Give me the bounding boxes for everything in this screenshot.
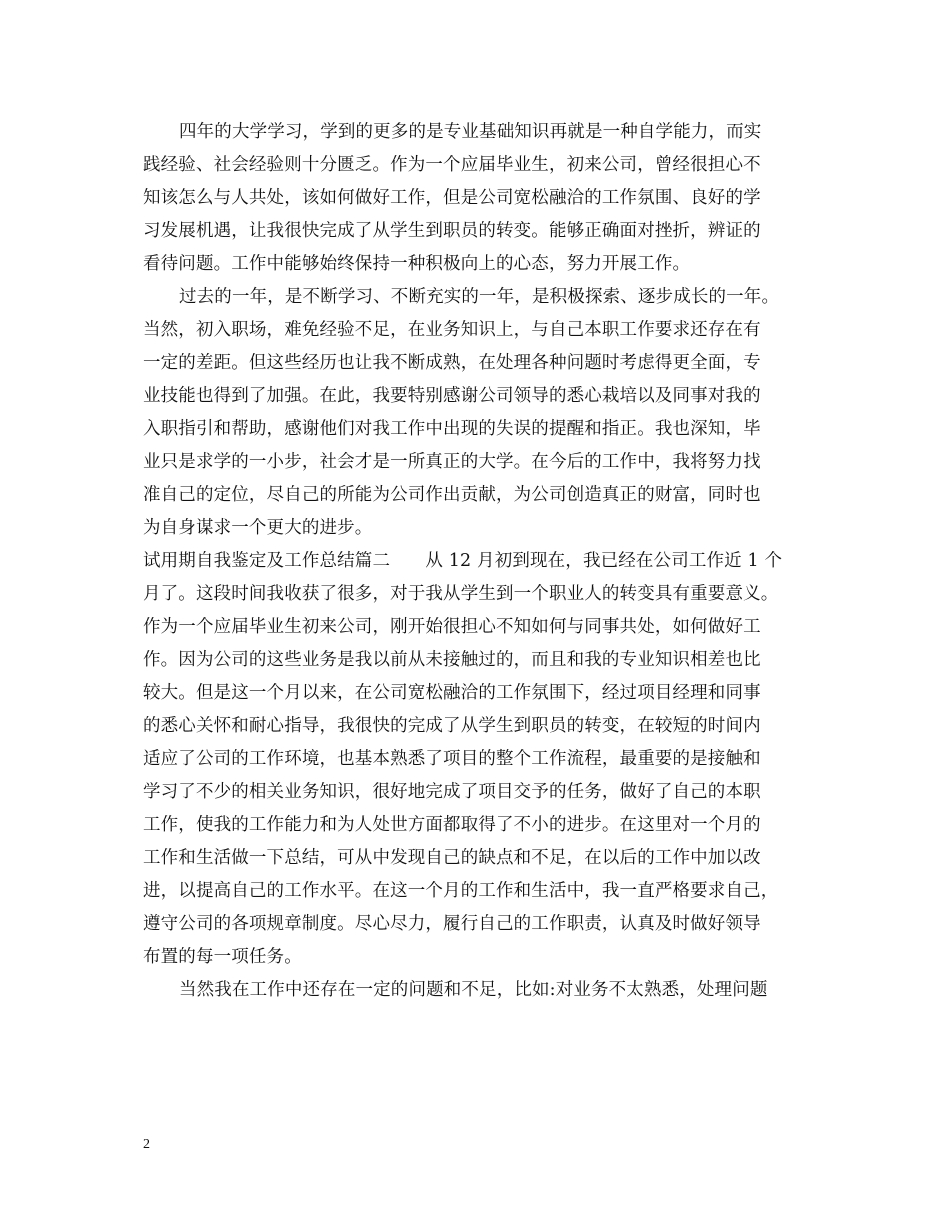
text-line: 当然我在工作中还存在一定的问题和不足，比如:对业务不太熟悉，处理问题 bbox=[179, 980, 768, 1000]
text-line: 学习了不少的相关业务知识，很好地完成了项目交予的任务，做好了自己的本职 bbox=[143, 782, 761, 802]
page-number: 2 bbox=[143, 1137, 150, 1152]
text-line: 的悉心关怀和耐心指导，我很快的完成了从学生到职员的转变，在较短的时间内 bbox=[143, 716, 761, 736]
text-line: 看待问题。工作中能够始终保持一种积极向上的心态，努力开展工作。 bbox=[143, 254, 691, 274]
text-line: 为自身谋求一个更大的进步。 bbox=[143, 518, 373, 538]
text-line: 试用期自我鉴定及工作总结篇二 从 12 月初到现在，我已经在公司工作近 1 个 bbox=[143, 551, 783, 571]
text-line: 四年的大学学习，学到的更多的是专业基础知识再就是一种自学能力，而实 bbox=[179, 122, 762, 142]
text-line: 工作，使我的工作能力和为人处世方面都取得了不小的进步。在这里对一个月的 bbox=[143, 815, 761, 835]
text-line: 业技能也得到了加强。在此，我要特别感谢公司领导的悉心栽培以及同事对我的 bbox=[143, 386, 761, 406]
text-line: 作为一个应届毕业生初来公司，刚开始很担心不知如何与同事共处，如何做好工 bbox=[143, 617, 761, 637]
text-line: 月了。这段时间我收获了很多，对于我从学生到一个职业人的转变具有重要意义。 bbox=[143, 584, 779, 604]
text-line: 习发展机遇，让我很快完成了从学生到职员的转变。能够正确面对挫折，辨证的 bbox=[143, 221, 761, 241]
text-line: 当然，初入职场，难免经验不足，在业务知识上，与自己本职工作要求还存在有 bbox=[143, 320, 761, 340]
text-line: 准自己的定位，尽自己的所能为公司作出贡献，为公司创造真正的财富，同时也 bbox=[143, 485, 761, 505]
text-line: 知该怎么与人共处，该如何做好工作，但是公司宽松融洽的工作氛围、良好的学 bbox=[143, 188, 761, 208]
text-line: 布置的每一项任务。 bbox=[143, 947, 302, 967]
text-line: 践经验、社会经验则十分匮乏。作为一个应届毕业生，初来公司，曾经很担心不 bbox=[143, 155, 761, 175]
text-line: 较大。但是这一个月以来，在公司宽松融洽的工作氛围下，经过项目经理和同事 bbox=[143, 683, 761, 703]
text-line: 遵守公司的各项规章制度。尽心尽力，履行自己的工作职责，认真及时做好领导 bbox=[143, 914, 761, 934]
text-line: 过去的一年，是不断学习、不断充实的一年，是积极探索、逐步成长的一年。 bbox=[179, 287, 780, 307]
document-body bbox=[143, 116, 811, 1007]
text-line: 适应了公司的工作环境，也基本熟悉了项目的整个工作流程，最重要的是接触和 bbox=[143, 749, 761, 769]
text-line: 工作和生活做一下总结，可从中发现自己的缺点和不足，在以后的工作中加以改 bbox=[143, 848, 761, 868]
text-line: 入职指引和帮助，感谢他们对我工作中出现的失误的提醒和指正。我也深知，毕 bbox=[143, 419, 761, 439]
text-line: 作。因为公司的这些业务是我以前从未接触过的，而且和我的专业知识相差也比 bbox=[143, 650, 761, 670]
text-line: 进，以提高自己的工作水平。在这一个月的工作和生活中，我一直严格要求自己， bbox=[143, 881, 779, 901]
text-line: 业只是求学的一小步，社会才是一所真正的大学。在今后的工作中，我将努力找 bbox=[143, 452, 761, 472]
text-line: 一定的差距。但这些经历也让我不断成熟，在处理各种问题时考虑得更全面，专 bbox=[143, 353, 761, 373]
